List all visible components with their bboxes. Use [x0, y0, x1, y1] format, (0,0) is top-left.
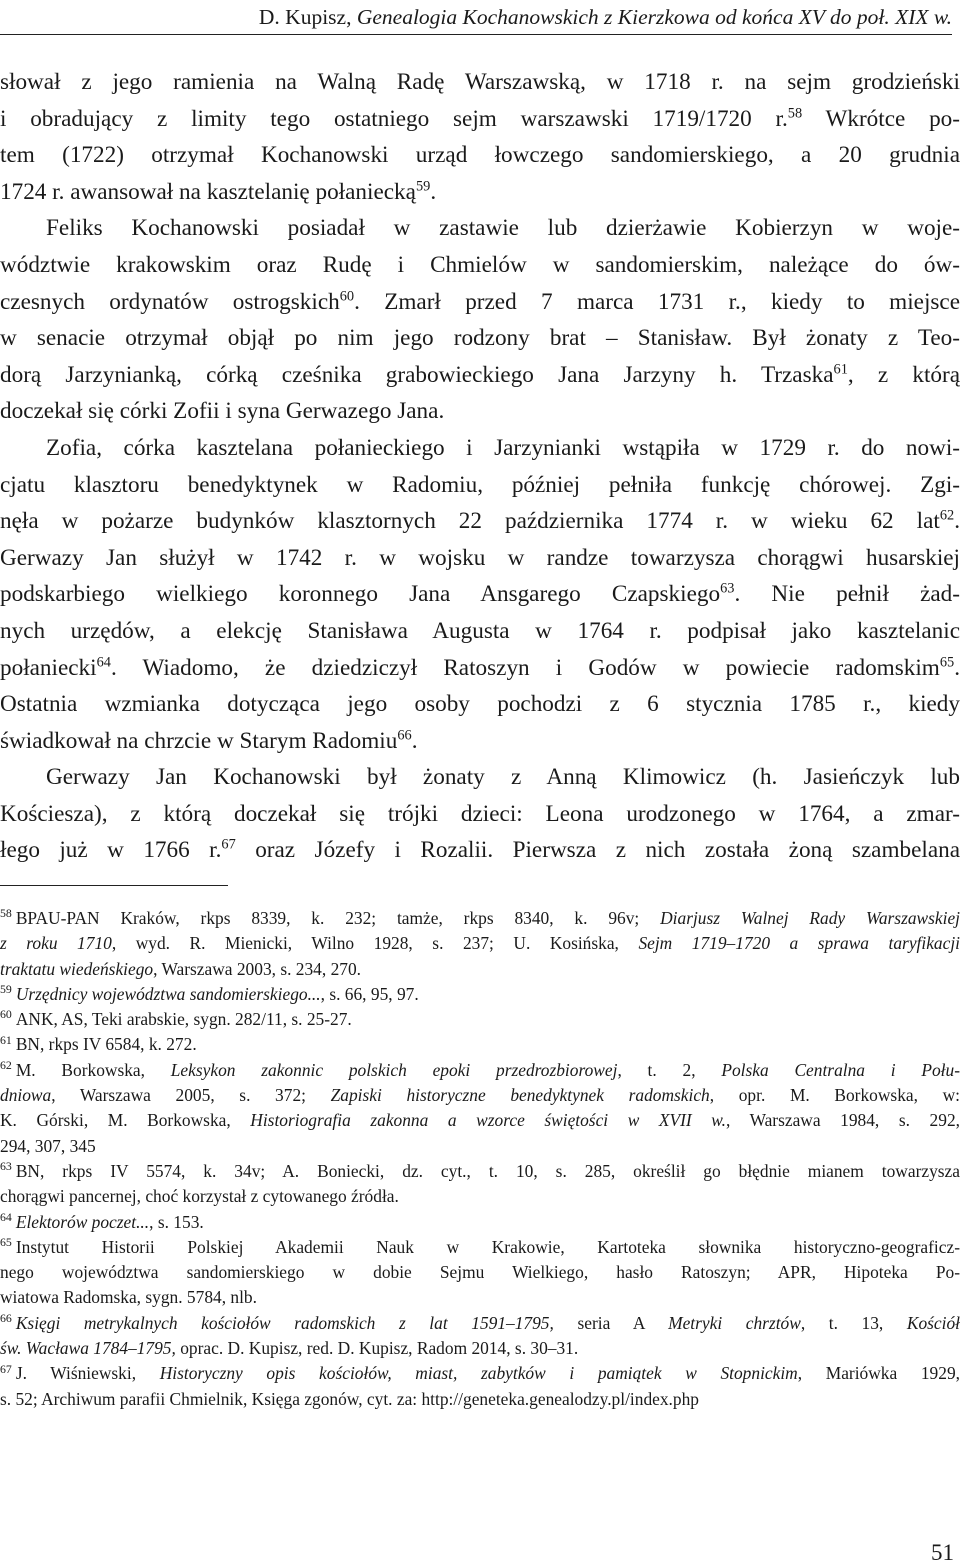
footnote-62: $^{62}$ M. Borkowska, Leksykon zakonnic polskich epoki przedrozbiorowej, t. 2, Polska Centralna i Połu- [0, 1057, 960, 1080]
text-line: i obradujący z limity tego ostatniego sejm warszawski 1719/1720 r.$^{58}$ Wkrótce po- [0, 104, 960, 132]
text-line: tem (1722) otrzymał Kochanowski urząd łowczego sandomierskiego, a 20 grudnia [0, 142, 960, 169]
text-line: Ostatnia wzmianka dotycząca jego osoby pochodzi z 6 stycznia 1785 r., kiedy [0, 691, 960, 718]
main-text [0, 64, 960, 869]
footnote-ref[interactable]: 62 [939, 507, 955, 524]
footnote-58: $^{58}$ BPAU-PAN Kraków, rkps 8339, k. 232; tamże, rkps 8340, k. 96v; Diarjusz Walnej Rady Warszawskiej [0, 906, 960, 928]
running-header [120, 2, 952, 32]
footnote-65: $^{65}$ Instytut Historii Polskiej Akademii Nauk w Krakowie, Kartoteka słownika historyczno-geograficz- [0, 1235, 960, 1257]
header-title: Genealogia Kochanowskich z Kierzkowa od końca XV do poł. XIX w. [356, 5, 952, 29]
footnote-number: 59 [0, 982, 12, 997]
text-line: połaniecki$^{64}$. Wiadomo, że dziedziczył Ratoszyn i Godów w powiecie radomskim$^{65}$. [0, 653, 960, 681]
text-line: Feliks Kochanowski posiadał w zastawie lub dzierżawie Kobierzyn w woje- [46, 215, 960, 242]
footnote-number: 66 [0, 1310, 12, 1325]
text-line: Kościesza), z którą doczekał się trójki dzieci: Leona urodzonego w 1764, a zmar- [0, 800, 960, 827]
text-line: świadkował na chrzcie w Starym Radomiu$^{66}$. [0, 726, 418, 754]
text-line: podskarbiego wielkiego koronnego Jana Ansgarego Czapskiego$^{63}$. Nie pełnił żad- [0, 580, 960, 608]
footnote-number: 62 [0, 1057, 12, 1072]
footnote-number: 61 [0, 1032, 12, 1047]
header-rule [0, 34, 952, 35]
footnote-61: $^{61}$ BN, rkps IV 6584, k. 272. [0, 1032, 197, 1055]
footnote-64: $^{64}$ Elektorów poczet..., s. 153. [0, 1209, 204, 1232]
text-line: słował z jego ramienia na Walną Radę Warszawską, w 1718 r. na sejm grodzieński [0, 69, 960, 95]
footnote-line: dniowa, Warszawa 2005, s. 372; Zapiski historyczne benedyktynek radomskich, opr. M. Borkowska, w: [0, 1085, 960, 1106]
footnote-ref[interactable]: 64 [96, 653, 111, 670]
footnote-line: wiatowa Radomska, sygn. 5784, nlb. [0, 1287, 257, 1308]
footnote-line: św. Wacława 1784–1795, oprac. D. Kupisz, red. D. Kupisz, Radom 2014, s. 30–31. [0, 1338, 579, 1359]
text-line: łego już w 1766 r.$^{67}$ oraz Józefy i Rozalii. Pierwsza z nich została żoną szambelana [0, 836, 960, 864]
footnote-number: 65 [0, 1235, 12, 1250]
text-line: nęła w pożarze budynków klasztornych 22 października 1774 r. w wieku 62 lat$^{62}$. [0, 507, 960, 535]
text-line: w senacie otrzymał objął po nim jego rodzony brat – Stanisław. Był żonaty z Teo- [0, 325, 960, 352]
footnote-ref[interactable]: 63 [720, 580, 735, 597]
footnote-60: $^{60}$ ANK, AS, Teki arabskie, sygn. 282/11, s. 25-27. [0, 1007, 352, 1030]
footnote-number: 60 [0, 1007, 12, 1022]
footnote-line: traktatu wiedeńskiego, Warszawa 2003, s. 234, 270. [0, 958, 362, 979]
text-line: cjatu klasztoru benedyktynek w Radomiu, później pełniła funkcję chórowej. Zgi- [0, 471, 960, 498]
footnote-line: chorągwi pancernej, choć korzystał z cytowanego źródła. [0, 1186, 399, 1207]
footnote-ref[interactable]: 59 [415, 178, 431, 195]
header-author: D. Kupisz, [258, 5, 352, 29]
footnote-ref[interactable]: 61 [833, 361, 848, 378]
footnote-ref[interactable]: 60 [339, 287, 355, 304]
footnote-ref[interactable]: 65 [939, 653, 955, 670]
text-line: dorą Jarzynianką, córką cześnika grabowieckiego Jana Jarzyny h. Trzaska$^{61}$, z którą [0, 361, 960, 388]
text-line: nych urzędów, a elekcję Stanisława Augusta w 1764 r. podpisał jako kasztelanic [0, 617, 960, 644]
text-line: Gerwazy Jan służył w 1742 r. w wojsku w randze towarzysza chorągwi husarskiej [0, 544, 960, 571]
text-line: 1724 r. awansował na kasztelanię połaniecką$^{59}$. [0, 178, 437, 205]
footnotes [0, 906, 960, 1412]
text-line: Gerwazy Jan Kochanowski był żonaty z Anną Klimowicz (h. Jasieńczyk lub [46, 764, 960, 791]
footnote-line: s. 52; Archiwum parafii Chmielnik, Księga zgonów, cyt. za: http://geneteka.genealodzy.pl/index.php [0, 1388, 699, 1409]
footnote-number: 64 [0, 1209, 12, 1224]
footnote-number: 58 [0, 906, 12, 921]
footnote-59: $^{59}$ Urzędnicy województwa sandomierskiego..., s. 66, 95, 97. [0, 982, 419, 1004]
footnote-number: 63 [0, 1159, 12, 1174]
footnote-line: K. Górski, M. Borkowska, Historiografia zakonna a wzorce świętości w XVII w., Warszawa 1984, s. 292, [0, 1110, 960, 1131]
footnote-rule [0, 885, 228, 886]
footnote-67: $^{67}$ J. Wiśniewski, Historyczny opis kościołów, miast, zabytków i pamiątek w Stopnickim, Mariówka 1929, [0, 1361, 960, 1384]
text-line: doczekał się córki Zofii i syna Gerwazego Jana. [0, 398, 445, 425]
footnote-ref[interactable]: 58 [787, 104, 803, 121]
footnote-line: z roku 1710, wyd. R. Mienicki, Wilno 1928, s. 237; U. Kosińska, Sejm 1719–1720 a sprawa taryfikacji [0, 933, 960, 954]
footnote-ref[interactable]: 66 [397, 726, 412, 743]
footnote-63: $^{63}$ BN, rkps IV 5574, k. 34v; A. Boniecki, dz. cyt., t. 10, s. 285, określił go błędnie mianem towarzysza [0, 1159, 960, 1181]
text-line: czesnych ordynatów ostrogskich$^{60}$. Zmarł przed 7 marca 1731 r., kiedy to miejsce [0, 287, 960, 315]
page-number: 51 [931, 1540, 954, 1565]
footnote-line: 294, 307, 345 [0, 1135, 96, 1156]
footnote-number: 67 [0, 1361, 12, 1376]
footnote-ref[interactable]: 67 [221, 836, 236, 853]
text-line: Zofia, córka kasztelana połanieckiego i Jarzynianki wstąpiła w 1729 r. do nowi- [46, 434, 960, 461]
text-line: wództwie krakowskim oraz Rudę i Chmielów w sandomierskim, należące do ów- [0, 251, 960, 278]
footnote-66: $^{66}$ Księgi metrykalnych kościołów radomskich z lat 1591–1795, seria A Metryki chrztów, t. 13, Kościół [0, 1310, 960, 1333]
footnote-line: nego województwa sandomierskiego w dobie Sejmu Wielkiego, hasło Ratoszyn; APR, Hipoteka Po- [0, 1262, 960, 1283]
